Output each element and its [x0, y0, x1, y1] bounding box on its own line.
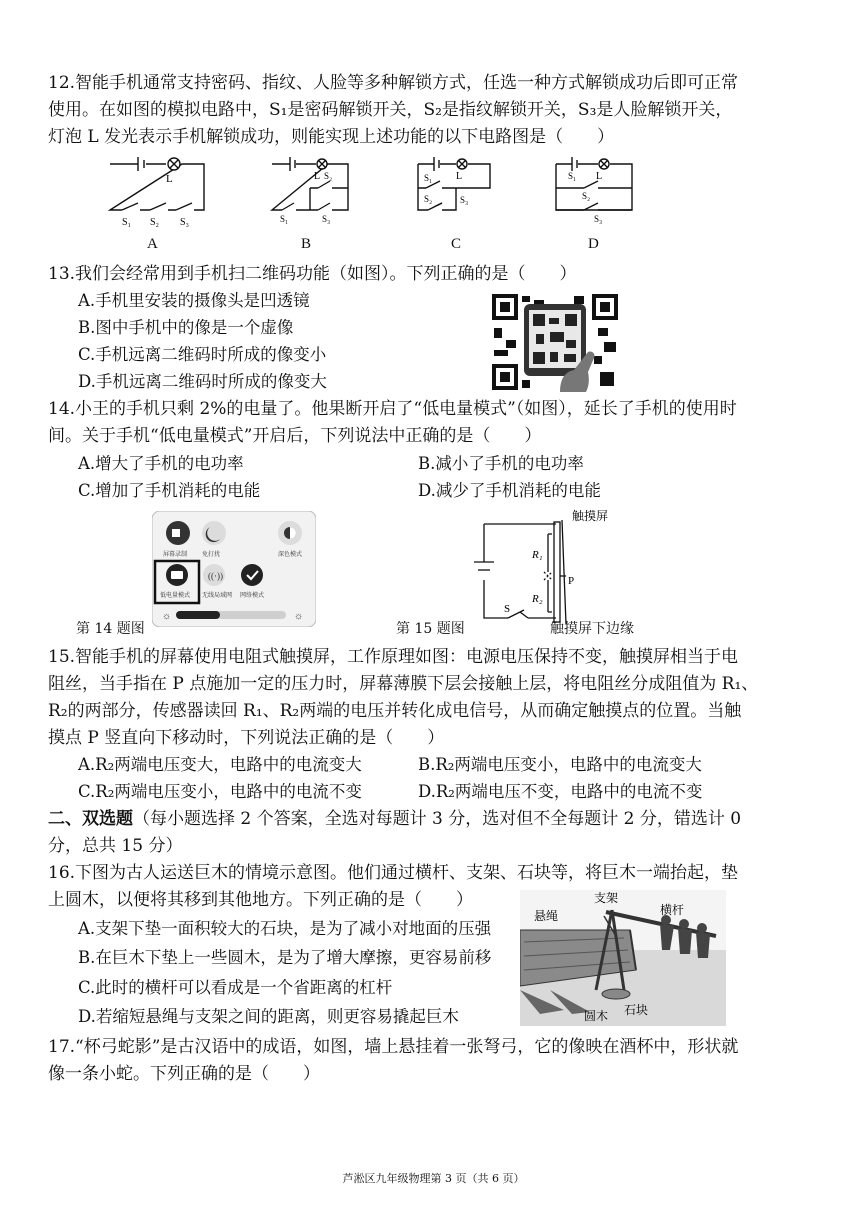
q12-line-3: 灯泡 L 发光表示手机解锁成功，则能实现上述功能的以下电路图是（ ）	[48, 127, 615, 147]
page-footer: 芦淞区九年级物理第 3 页（共 6 页）	[342, 1172, 525, 1185]
q15-option-a: A.R₂两端电压变大，电路中的电流变大	[78, 755, 362, 774]
q14-line-2: 间。关于手机“低电量模式”开启后，下列说法中正确的是（ ）	[48, 426, 542, 446]
panel-label-dnd: 免打扰	[202, 552, 221, 558]
panel-label-wlan: 无线局域网	[202, 593, 233, 599]
panel-label-dark-mode: 深色模式	[278, 552, 303, 558]
circuit-a-label: A	[147, 236, 158, 252]
circuit-d-label: D	[588, 236, 599, 252]
q15-line-1: 15.智能手机的屏幕使用电阻式触摸屏，工作原理如图：电源电压保持不变，触摸屏相当于电	[48, 647, 739, 667]
circuit-d-s2-label: S₂	[582, 191, 591, 201]
q16-line-1: 16.下图为古人运送巨木的情境示意图。他们通过横杆、支架、石块等，将巨木一端抬起，垫	[48, 863, 739, 883]
log-lever-figure	[520, 890, 726, 1026]
fig15-label-p: P	[568, 575, 575, 587]
touch-screen-circuit-figure	[468, 508, 668, 634]
fig15-label-r1: R₁	[532, 549, 543, 561]
circuit-a-s2-label: S₂	[150, 217, 160, 228]
q16-option-d: D.若缩短悬绳与支架之间的距离，则更容易撬起巨木	[78, 1007, 459, 1026]
fig15-label-top: 触摸屏	[572, 509, 609, 523]
fig16-label-bar: 横杆	[660, 903, 685, 917]
section2-heading	[48, 808, 741, 830]
svg-text:☼: ☼	[294, 611, 304, 622]
section2-note-2: 分，总共 15 分）	[48, 836, 183, 856]
q14-option-a: A.增大了手机的电功率	[78, 454, 244, 473]
circuit-d-s3-label: S₃	[594, 214, 603, 224]
q13-option-d: D.手机远离二维码时所成的像变大	[78, 372, 327, 391]
q14-option-d: D.减少了手机消耗的电能	[418, 481, 601, 500]
circuit-c-label: C	[451, 236, 462, 252]
low-power-panel-figure	[152, 511, 316, 627]
circuit-a-s3-label: S₃	[180, 217, 190, 228]
q17-line-2: 像一条小蛇。下列正确的是（ ）	[48, 1064, 320, 1084]
circuit-c-s2-label: S₂	[424, 194, 433, 204]
q13-option-c: C.手机远离二维码时所成的像变小	[78, 345, 327, 364]
panel-label-low-power: 低电量模式	[160, 593, 191, 599]
q15-line-2: 阻丝，当手指在 P 点施加一定的压力时，屏幕薄膜下层会接触上层，将电阻丝分成阻值为 R₁、	[48, 674, 759, 694]
q13-stem: 13.我们会经常用到手机扫二维码功能（如图）。下列正确的是（ ）	[48, 264, 577, 284]
q13-option-b: B.图中手机中的像是一个虚像	[78, 318, 294, 337]
q14-option-b: B.减小了手机的电功率	[418, 454, 584, 473]
circuit-a-s1-label: S₁	[122, 217, 132, 228]
q17-line-1: 17.“杯弓蛇影”是古汉语中的成语，如图，墙上悬挂着一张弩弓，它的像映在酒杯中，形状就	[48, 1037, 739, 1057]
q14-figure-caption: 第 14 题图	[76, 621, 145, 637]
fig16-label-support: 支架	[594, 891, 619, 905]
q14-option-c: C.增加了手机消耗的电能	[78, 481, 261, 500]
q15-option-b: B.R₂两端电压变小，电路中的电流变大	[418, 755, 702, 774]
svg-text:((·)): ((·))	[208, 571, 223, 581]
q16-option-c: C.此时的横杆可以看成是一个省距离的杠杆	[78, 978, 393, 997]
section2-title: 二、双选题	[48, 809, 133, 829]
section2-note-1: （每小题选择 2 个答案，全选对每题计 3 分，选对但不全每题计 2 分，错选计 0	[133, 809, 742, 829]
circuit-b-s2-label: S₂	[324, 171, 333, 181]
q15-figure-caption: 第 15 题图	[396, 621, 465, 637]
fig15-label-r2: R₂	[532, 593, 543, 605]
q13-option-a: A.手机里安装的摄像头是凹透镜	[78, 291, 310, 310]
panel-label-network: 网络模式	[240, 593, 265, 599]
circuit-c-s1-label: S₁	[424, 173, 433, 183]
circuit-c-lamp-label: L	[456, 171, 463, 182]
circuit-b-diagram	[266, 152, 358, 230]
q15-option-d: D.R₂两端电压不变，电路中的电流不变	[418, 782, 703, 801]
circuit-b-s3-label: S₃	[322, 214, 331, 224]
q16-option-a: A.支架下垫一面积较大的石块，是为了减小对地面的压强	[78, 919, 492, 938]
q12-line-1: 12.智能手机通常支持密码、指纹、人脸等多种解锁方式，任选一种方式解锁成功后即可正常	[48, 73, 739, 93]
q15-option-c: C.R₂两端电压变小，电路中的电流不变	[78, 782, 362, 801]
circuit-a-diagram	[104, 152, 212, 230]
svg-text:☼: ☼	[162, 611, 172, 622]
circuit-b-label: B	[301, 236, 312, 252]
q12-line-2: 使用。在如图的模拟电路中，S₁是密码解锁开关，S₂是指纹解锁开关，S₃是人脸解锁开关，	[48, 100, 733, 120]
q15-line-4: 摸点 P 竖直向下移动时，下列说法正确的是（ ）	[48, 728, 445, 748]
circuit-b-s1-label: S₁	[280, 214, 289, 224]
circuit-d-diagram	[550, 152, 640, 230]
fig16-label-log: 圆木	[584, 1009, 609, 1023]
circuit-c-diagram	[412, 152, 498, 230]
circuit-a-lamp-label: L	[166, 173, 173, 185]
circuit-c-s3-label: S₃	[460, 195, 469, 205]
circuit-b-lamp-label: L	[314, 171, 321, 182]
fig15-label-bottom: 触摸屏下边缘	[550, 621, 634, 637]
qr-scan-figure	[490, 292, 620, 392]
q15-line-3: R₂的两部分，传感器读回 R₁、R₂两端的电压并转化成电信号，从而确定触摸点的位置。当触	[48, 701, 742, 721]
q14-line-1: 14.小王的手机只剩 2%的电量了。他果断开启了“低电量模式”（如图），延长了手机的使用时	[48, 399, 737, 419]
fig16-label-rope: 悬绳	[534, 909, 559, 923]
fig16-label-stone: 石块	[624, 1003, 649, 1017]
circuit-d-lamp-label: L	[596, 171, 603, 182]
q16-option-b: B.在巨木下垫上一些圆木，是为了增大摩擦，更容易前移	[78, 948, 492, 967]
panel-label-screen-record: 屏幕录制	[163, 552, 188, 558]
fig15-label-s: S	[504, 603, 511, 615]
circuit-d-s1-label: S₁	[568, 171, 577, 181]
q16-line-2: 上圆木，以便将其移到其他地方。下列正确的是（ ）	[48, 890, 473, 910]
